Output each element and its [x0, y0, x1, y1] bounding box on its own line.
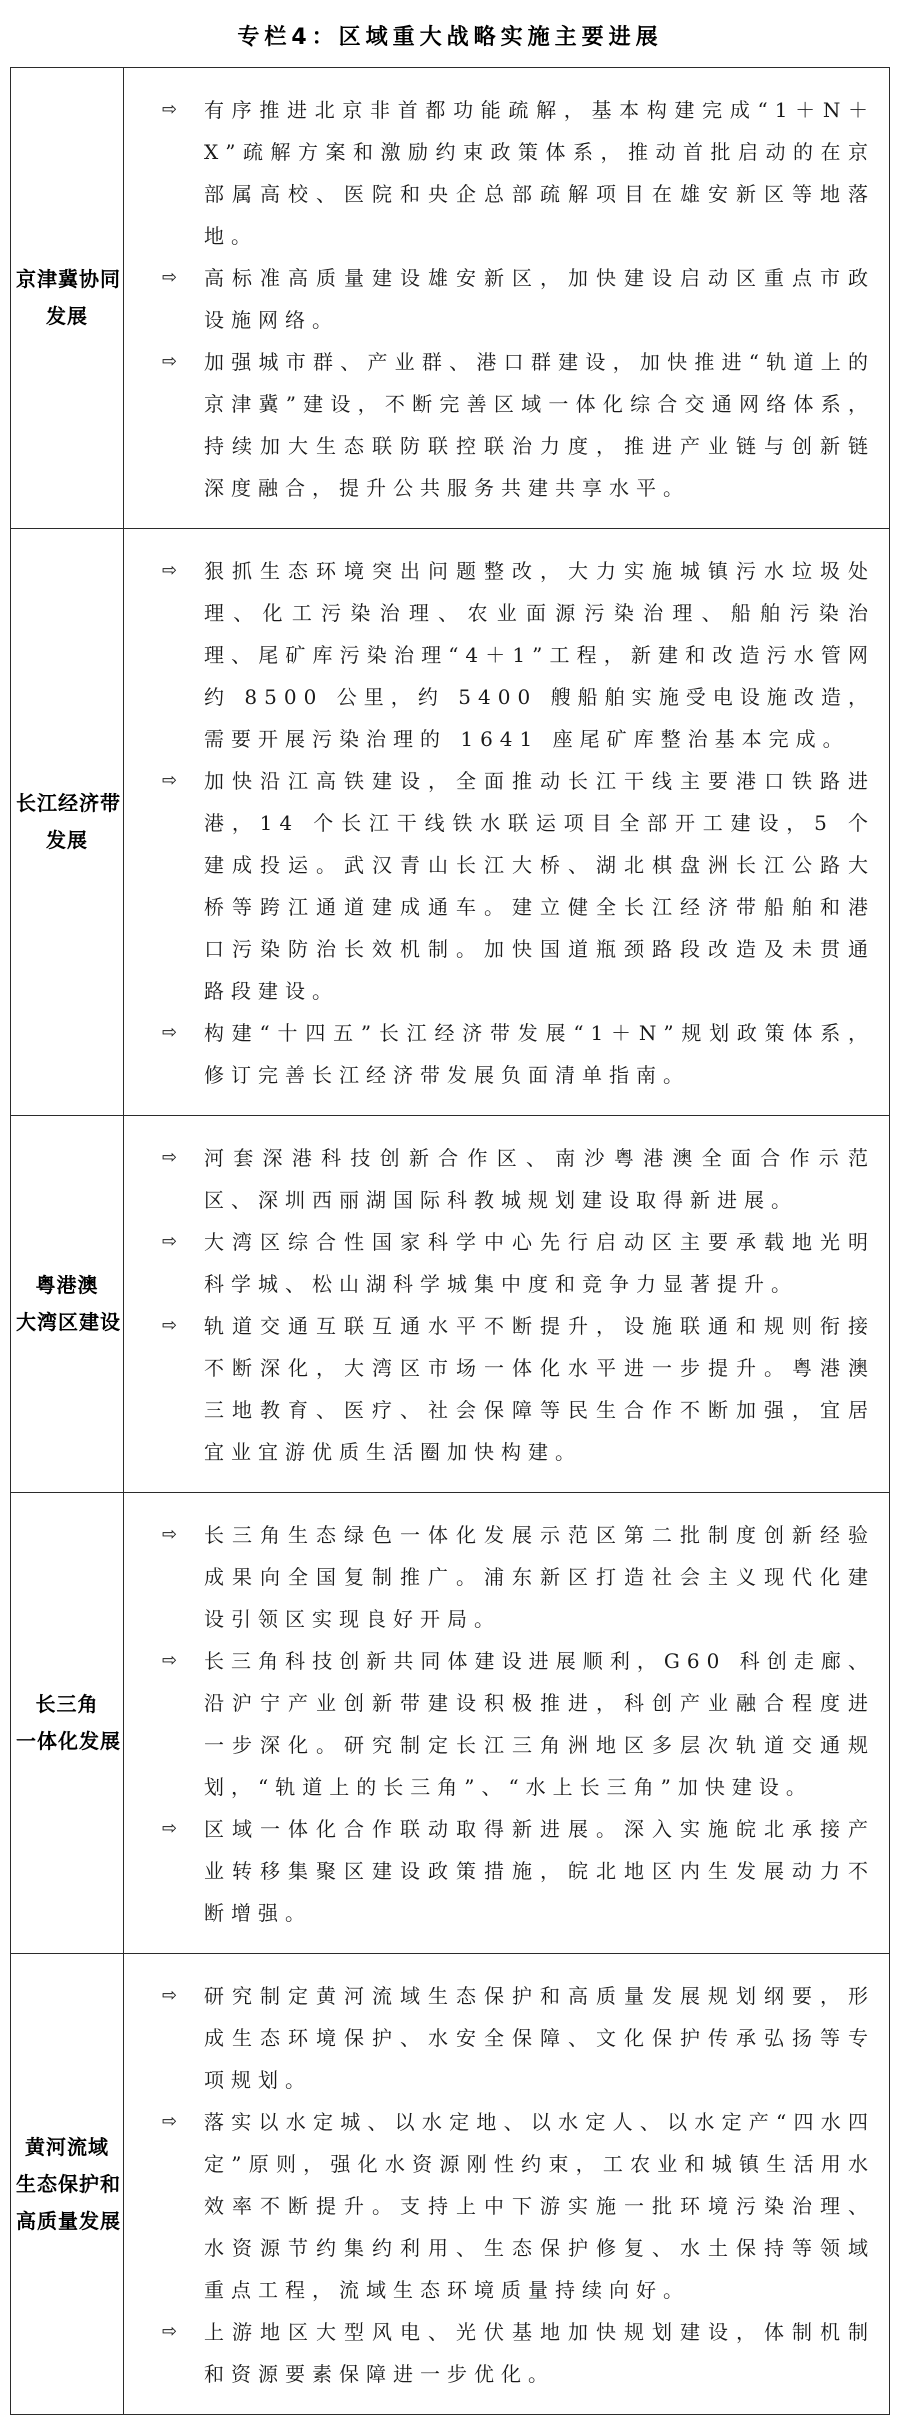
region-label-line: 粤港澳 [35, 1273, 99, 1297]
arrow-bullet-icon: ⇨ [162, 1524, 178, 1545]
arrow-bullet-icon: ⇨ [162, 2321, 178, 2342]
table-row [11, 1116, 890, 1493]
region-label-changjiang [11, 529, 124, 1116]
arrow-bullet-icon: ⇨ [162, 1315, 178, 1336]
table-row [11, 68, 890, 529]
list-item [162, 1640, 875, 1808]
region-label-huanghe [11, 1954, 124, 2415]
arrow-bullet-icon: ⇨ [162, 1022, 178, 1043]
region-progress-cell [124, 1954, 890, 2415]
region-progress-cell [124, 1116, 890, 1493]
region-label-line: 黄河流域 [25, 2134, 109, 2159]
bullet-text: 构建“十四五”长江经济带发展“1＋N”规划政策体系，修订完善长江经济带发展负面清单指南。 [204, 1021, 875, 1087]
arrow-bullet-icon: ⇨ [162, 1147, 178, 1168]
list-item [162, 1514, 875, 1640]
list-item [162, 1305, 875, 1473]
region-label-line: 生态保护和 [16, 2171, 121, 2196]
list-item [162, 760, 875, 1012]
list-item [162, 89, 875, 257]
list-item [162, 1137, 875, 1221]
region-label-line: 京津冀协同 [16, 267, 121, 291]
list-item [162, 1975, 875, 2101]
regional-strategy-table [10, 67, 890, 2415]
bullet-text: 加强城市群、产业群、港口群建设，加快推进“轨道上的京津冀”建设，不断完善区域一体化综合交通网络体系，持续加大生态联防联控联治力度，推进产业链与创新链深度融合，提升公共服务共建共享水平。 [204, 350, 875, 500]
list-item [162, 1012, 875, 1096]
bullet-text: 高标准高质量建设雄安新区，加快建设启动区重点市政设施网络。 [204, 266, 875, 332]
region-label-line: 发展 [46, 828, 88, 852]
region-label-jingjinji [11, 68, 124, 529]
bullet-text: 长三角科技创新共同体建设进展顺利，G60 科创走廊、沿沪宁产业创新带建设积极推进，科创产业融合程度进一步深化。研究制定长江三角洲地区多层次轨道交通规划，“轨道上的长三角”、“水上长三角”加快建设。 [204, 1649, 875, 1799]
list-item [162, 257, 875, 341]
region-progress-cell [124, 529, 890, 1116]
arrow-bullet-icon: ⇨ [162, 1818, 178, 1839]
region-label-line: 发展 [46, 304, 88, 328]
list-item [162, 341, 875, 509]
region-progress-cell [124, 68, 890, 529]
table-row [11, 529, 890, 1116]
arrow-bullet-icon: ⇨ [162, 1231, 178, 1252]
bullet-text: 长三角生态绿色一体化发展示范区第二批制度创新经验成果向全国复制推广。浦东新区打造社会主义现代化建设引领区实现良好开局。 [204, 1523, 875, 1631]
bullet-text: 有序推进北京非首都功能疏解，基本构建完成“1＋N＋X”疏解方案和激励约束政策体系，推动首批启动的在京部属高校、医院和央企总部疏解项目在雄安新区等地落地。 [204, 98, 875, 248]
arrow-bullet-icon: ⇨ [162, 1650, 178, 1671]
arrow-bullet-icon: ⇨ [162, 351, 178, 372]
bullet-text: 加快沿江高铁建设，全面推动长江干线主要港口铁路进港，14 个长江干线铁水联运项目全部开工建设，5 个建成投运。武汉青山长江大桥、湖北棋盘洲长江公路大桥等跨江通道建成通车。建立健全长江经济带船舶和港口污染防治长效机制。加快国道瓶颈路段改造及未贯通路段建设。 [204, 769, 875, 1003]
region-label-line: 大湾区建设 [16, 1310, 121, 1334]
arrow-bullet-icon: ⇨ [162, 770, 178, 791]
arrow-bullet-icon: ⇨ [162, 2111, 178, 2132]
bullet-text: 落实以水定城、以水定地、以水定人、以水定产“四水四定”原则，强化水资源刚性约束，工农业和城镇生活用水效率不断提升。支持上中下游实施一批环境污染治理、水资源节约集约利用、生态保护修复、水土保持等领域重点工程，流域生态环境质量持续向好。 [204, 2110, 875, 2302]
bullet-text: 大湾区综合性国家科学中心先行启动区主要承载地光明科学城、松山湖科学城集中度和竞争力显著提升。 [204, 1230, 875, 1296]
table-row [11, 1954, 890, 2415]
bullet-text: 河套深港科技创新合作区、南沙粤港澳全面合作示范区、深圳西丽湖国际科教城规划建设取得新进展。 [204, 1146, 875, 1212]
arrow-bullet-icon: ⇨ [162, 99, 178, 120]
bullet-text: 上游地区大型风电、光伏基地加快规划建设，体制机制和资源要素保障进一步优化。 [204, 2320, 875, 2386]
list-item [162, 1808, 875, 1934]
region-label-line: 长江经济带 [16, 791, 121, 815]
list-item [162, 2311, 875, 2395]
region-label-line: 长三角 [35, 1692, 99, 1716]
table-row [11, 1493, 890, 1954]
list-item [162, 550, 875, 760]
region-label-yuegangao [11, 1116, 124, 1493]
region-label-changsanjiao [11, 1493, 124, 1954]
bullet-text: 狠抓生态环境突出问题整改，大力实施城镇污水垃圾处理、化工污染治理、农业面源污染治理、船舶污染治理、尾矿库污染治理“4＋1”工程，新建和改造污水管网约 8500 公里，约 5400 艘船舶实施受电设施改造，需要开展污染治理的 1641 座尾矿库整治基本完成。 [204, 559, 875, 751]
region-label-line: 一体化发展 [16, 1729, 121, 1753]
arrow-bullet-icon: ⇨ [162, 560, 178, 581]
list-item [162, 2101, 875, 2311]
arrow-bullet-icon: ⇨ [162, 267, 178, 288]
region-progress-cell [124, 1493, 890, 1954]
bullet-text: 轨道交通互联互通水平不断提升，设施联通和规则衔接不断深化，大湾区市场一体化水平进一步提升。粤港澳三地教育、医疗、社会保障等民生合作不断加强，宜居宜业宜游优质生活圈加快构建。 [204, 1314, 875, 1464]
bullet-text: 区域一体化合作联动取得新进展。深入实施皖北承接产业转移集聚区建设政策措施，皖北地区内生发展动力不断增强。 [204, 1817, 875, 1925]
region-label-line: 高质量发展 [16, 2208, 121, 2233]
list-item [162, 1221, 875, 1305]
arrow-bullet-icon: ⇨ [162, 1985, 178, 2006]
page-title: 专栏4：区域重大战略实施主要进展 [237, 25, 663, 50]
bullet-text: 研究制定黄河流域生态保护和高质量发展规划纲要，形成生态环境保护、水安全保障、文化保护传承弘扬等专项规划。 [204, 1984, 875, 2092]
